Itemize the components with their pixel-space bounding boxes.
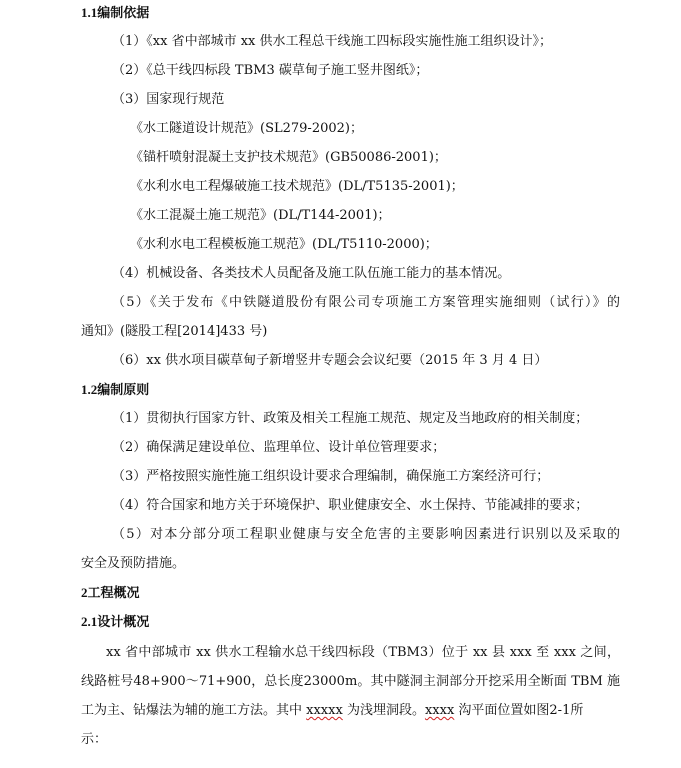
principle-item-5: （5）对本分部分项工程职业健康与安全危害的主要影响因素进行识别以及采取的 xyxy=(112,527,620,542)
reference-item-4: （4）机械设备、各类技术人员配备及施工队伍施工能力的基本情况。 xyxy=(112,266,511,281)
reference-item-1: （1）《xx 省中部城市 xx 供水工程总干线施工四标段实施性施工组织设计》； xyxy=(112,34,552,49)
overview-line-2: 线路桩号48+900～71+900，总长度23000m。其中隧洞主洞部分开挖采用全断面 TBM 施 xyxy=(81,674,620,689)
ditch-name: xxxx xyxy=(424,703,455,718)
overview-line-1: xx 省中部城市 xx 供水工程输水总干线四标段（TBM3）位于 xx 县 xxx 至 xxx 之间， xyxy=(106,645,620,660)
principle-item-1: （1）贯彻执行国家方针、政策及相关工程施工规范、规定及当地政府的相关制度； xyxy=(112,411,589,426)
standard-item-3: 《水利水电工程爆破施工技术规范》(DL/T5135-2001)； xyxy=(130,179,464,194)
overview-line-3-part-b: 为浅埋洞段。 xyxy=(342,703,425,718)
overview-line-3-part-a: 工为主、钻爆法为辅的施工方法。其中 xyxy=(81,703,307,718)
section-heading-2-1: 2.1设计概况 xyxy=(81,614,150,629)
overview-line-3-part-c: 沟平面位置如图2-1所 xyxy=(454,703,584,718)
principle-item-4: （4）符合国家和地方关于环境保护、职业健康安全、水土保持、节能减排的要求； xyxy=(112,498,589,513)
section-heading-1-2: 1.2编制原则 xyxy=(81,382,150,397)
reference-item-6: （6）xx 供水项目碳草甸子新增竖井专题会会议纪要（2015 年 3 月 4 日） xyxy=(112,353,548,368)
principle-item-5-cont: 安全及预防措施。 xyxy=(81,556,186,571)
standard-item-4: 《水工混凝土施工规范》(DL/T144-2001)； xyxy=(130,208,391,223)
standard-item-1: 《水工隧道设计规范》(SL279-2002)； xyxy=(130,121,363,136)
standard-item-2: 《锚杆喷射混凝土支护技术规范》(GB50086-2001)； xyxy=(130,150,447,165)
overview-line-3 xyxy=(81,702,583,720)
standard-item-5: 《水利水电工程模板施工规范》(DL/T5110-2000)； xyxy=(130,237,438,252)
reference-item-2: （2）《总干线四标段 TBM3 碳草甸子施工竖井图纸》； xyxy=(112,63,429,78)
reference-item-5-cont: 通知》(隧股工程[2014]433 号) xyxy=(81,324,268,339)
section-heading-1-1: 1.1编制依据 xyxy=(81,5,150,20)
principle-item-2: （2）确保满足建设单位、监理单位、设计单位管理要求； xyxy=(112,440,446,455)
overview-line-4: 示： xyxy=(81,732,108,747)
reference-item-3: （3）国家现行规范 xyxy=(112,92,225,107)
shallow-section-name: xxxxx xyxy=(306,703,343,718)
principle-item-3: （3）严格按照实施性施工组织设计要求合理编制，确保施工方案经济可行； xyxy=(112,469,550,484)
reference-item-5: （5）《关于发布《中铁隧道股份有限公司专项施工方案管理实施细则（试行）》的 xyxy=(112,295,620,310)
section-heading-2: 2工程概况 xyxy=(81,585,140,600)
